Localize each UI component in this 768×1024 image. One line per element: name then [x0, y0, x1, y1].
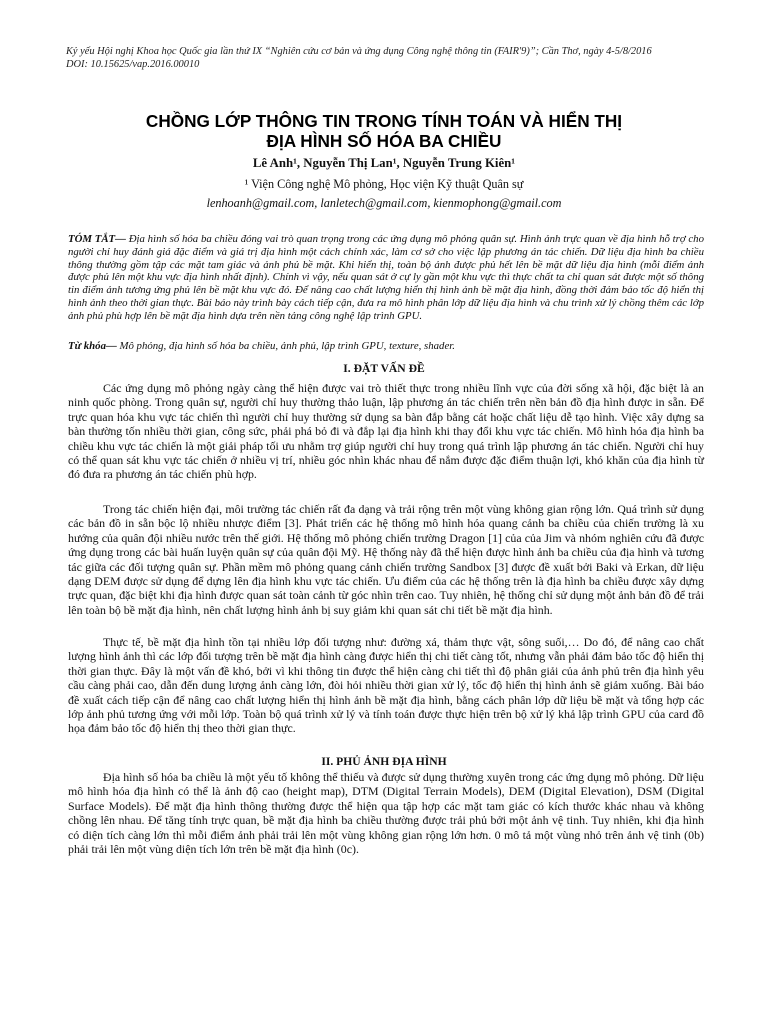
section-heading-1: I. ĐẶT VẤN ĐỀ: [343, 362, 425, 375]
section1-paragraph-1: Các ứng dụng mô phỏng ngày càng thể hiện được vai trò thiết thực trong nhiều lĩnh vực của đời sống xã hội, đặc biệt là an ninh quốc phòng. Trong quân sự, người chỉ huy thường thảo luận, lập phương án tác chiến trên nền bản đồ địa hình được in sẵn. Để trực quan hóa khu vực tác chiến thì người chỉ huy thường sử dụng sa bàn đắp bằng cát hoặc chất liệu dễ tạo hình. Việc xây dựng sa bàn thường tốn nhiều thời gian, công sức, phải phá bỏ đi và đắp lại địa hình khi thay đổi khu vực tác chiến. Mô hình hóa địa hình ba chiều khu vực tác chiến là một giải pháp tối ưu nhằm trợ giúp người chỉ huy trong quá trình lập phương án tác chiến. Người chỉ huy có thể quan sát khu vực tác chiến ở nhiều vị trí, nhiều góc nhìn khác nhau để nắm được đặc điểm thuận lợi, khó khăn của địa hình từ đó đưa ra phương án tác chiến phù hợp.: [68, 381, 704, 482]
section-heading-2: II. PHỦ ẢNH ĐỊA HÌNH: [321, 755, 447, 768]
paper-title-line-1: CHỒNG LỚP THÔNG TIN TRONG TÍNH TOÁN VÀ HIỂN THỊ: [145, 111, 623, 131]
keywords: [68, 340, 704, 353]
abstract: [68, 233, 704, 323]
author-list: Lê Anh¹, Nguyễn Thị Lan¹, Nguyễn Trung Kiên¹: [252, 156, 516, 170]
paper-title-line-2: ĐỊA HÌNH SỐ HÓA BA CHIỀU: [266, 131, 502, 151]
keywords-label: Từ khóa—: [68, 340, 117, 352]
section1-paragraph-2: Trong tác chiến hiện đại, môi trường tác chiến rất đa dạng và trải rộng trên một vùng không gian rộng lớn. Quá trình sử dụng các bản đồ in sẵn bộc lộ nhiều nhược điểm [3]. Phát triển các hệ thống mô hình hóa quang cảnh ba chiều của chiến trường là xu hướng của quân đội nhiều nước trên thế giới. Hệ thống mô phỏng chiến trường Dragon [1] của của Jim và nhóm nghiên cứu đã được ứng dụng trong các bài huấn luyện quân sự của quân đội Mỹ. Hệ thống này đã thể hiện được hình ảnh ba chiều của địa hình và tương tác giữa các đối tượng quân sự. Phần mềm mô phỏng quang cảnh chiến trường Sandbox [3] được đề xuất bởi Baki và Erkan, dữ liệu dạng DEM được sử dụng để dựng lên địa hình khu vực tác chiến. Ưu điểm của các hệ thống trên là địa hình ba chiều được xây dựng trực quan, đặc biệt khi địa hình được quan sát toàn cảnh từ góc nhìn trên cao. Tuy nhiên, hệ thống chỉ sử dụng một ảnh bản đồ để trải lên toàn bộ bề mặt địa hình, nên chất lượng hình ảnh bị suy giảm khi quan sát chi tiết bề mặt địa hình.: [68, 502, 704, 617]
affiliation: ¹ Viện Công nghệ Mô phỏng, Học viện Kỹ thuật Quân sự: [244, 177, 524, 191]
keywords-text: Mô phỏng, địa hình số hóa ba chiều, ảnh phủ, lập trình GPU, texture, shader.: [116, 340, 455, 352]
section2-paragraph-1: Địa hình số hóa ba chiều là một yếu tố không thể thiếu và được sử dụng thường xuyên trong các ứng dụng mô phỏng. Dữ liệu mô hình hóa địa hình có thể là ảnh độ cao (height map), DTM (Digital Terrain Models), DEM (Digital Elevation), DSM (Digital Surface Models). Để mặt địa hình thông thường được thể hiện qua tập hợp các mặt tam giác có kích thước khác nhau và không chồng lên nhau. Để tăng tính trực quan, bề mặt địa hình ba chiều thường được trải phủ bởi một ảnh vệ tinh. Tuy nhiên, khi địa hình có diện tích càng lớn thì mỗi điểm ảnh phải trải lên một vùng không gian rộng lớn hơn. 0 mô tả một vùng nhỏ trên ảnh vệ tinh (0b) phải trải lên một vùng diện tích lớn trên bề mặt địa hình (0c).: [68, 770, 704, 857]
doi-line: DOI: 10.15625/vap.2016.00010: [66, 59, 200, 70]
author-emails: lenhoanh@gmail.com, lanletech@gmail.com, kienmophong@gmail.com: [206, 196, 562, 210]
abstract-text: Địa hình số hóa ba chiều đóng vai trò quan trọng trong các ứng dụng mô phỏng quân sự. Hình ảnh trực quan về địa hình hỗ trợ cho người chỉ huy đánh giá đặc điểm và giá trị địa hình một cách chính xác, làm cơ sở cho việc lập phương án tác chiến. Dữ liệu địa hình ba chiều thông thường gồm tập các mặt tam giác và ảnh phủ bề mặt. Khi hiển thị, toàn bộ ảnh được phủ hết lên bề mặt dữ liệu địa hình (mỗi điểm ảnh được phủ lên một khu vực địa hình nhất định). Chính vì vậy, nếu quan sát ở cự ly gần một khu vực thì thực chất ta chỉ quan sát được một số thông tin điểm ảnh tương ứng phủ lên bề mặt khu vực đó. Để nâng cao chất lượng hiển thị hình ảnh bề mặt địa hình, đồng thời đảm bảo tốc độ hiển thị hình ảnh theo thời gian thực. Bài báo này trình bày cách tiếp cận, đưa ra mô hình phân lớp dữ liệu địa hình và chu trình xử lý chồng thêm các lớp ảnh phủ phù hợp lên bề mặt địa hình dựa trên nền tảng công nghệ lập trình GPU.: [68, 233, 704, 322]
abstract-label: TÓM TẮT—: [68, 233, 126, 245]
conference-header: Kỷ yếu Hội nghị Khoa học Quốc gia lần thứ IX “Nghiên cứu cơ bản và ứng dụng Công nghệ thông tin (FAIR'9)”; Cần Thơ, ngày 4-5/8/2016: [66, 46, 652, 57]
section1-paragraph-3: Thực tế, bề mặt địa hình tồn tại nhiều lớp đối tượng như: đường xá, thảm thực vật, sông suối,… Do đó, để nâng cao chất lượng hình ảnh thì các lớp đối tượng trên bề mặt địa hình càng được hiển thị chi tiết càng tốt, nhưng vẫn phải đảm bảo tốc độ hiển thị thời gian thực. Đây là một vấn đề khó, bởi vì khi thông tin được thể hiện càng chi tiết thì độ phân giải của ảnh phủ trên địa hình yêu cầu càng phải cao, dẫn đến dung lượng ảnh càng lớn, đòi hỏi nhiều thời gian xử lý, tốc độ hiển thị hình ảnh sẽ giảm xuống. Bài báo đề xuất cách tiếp cận để nâng cao chất lượng hiển thị hình ảnh bề mặt địa hình, bằng cách phân lớp dữ liệu bề mặt và tổng hợp các lớp ảnh phủ tương ứng với mỗi lớp. Toàn bộ quá trình xử lý và tính toán được thực hiện trên bộ xử lý khả lập trình GPU của card đồ họa đảm bảo tốc độ hiển thị theo thời gian thực.: [68, 635, 704, 736]
